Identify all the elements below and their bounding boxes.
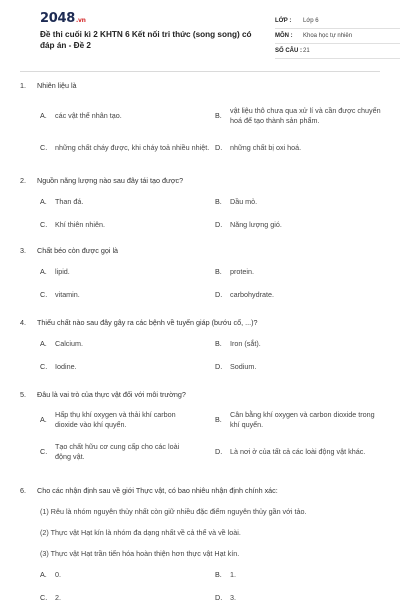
- option-d[interactable]: [215, 593, 390, 600]
- option-text: protein.: [230, 267, 254, 276]
- option-text: 0.: [55, 570, 61, 579]
- option-text: Dầu mỏ.: [230, 197, 258, 206]
- meta-row-question-count: [275, 44, 400, 59]
- option-letter: C.: [40, 143, 48, 152]
- option-d[interactable]: [215, 441, 390, 463]
- option-letter: D.: [215, 362, 223, 371]
- option-b[interactable]: [215, 197, 390, 207]
- option-letter: A.: [40, 111, 47, 120]
- option-letter: D.: [215, 143, 223, 152]
- option-d[interactable]: [215, 138, 390, 158]
- option-b[interactable]: [215, 267, 390, 277]
- option-c[interactable]: [40, 593, 215, 600]
- option-text: Sodium.: [230, 362, 257, 371]
- question-text: Cho các nhận định sau về giới Thực vật, có bao nhiêu nhận định chính xác:: [37, 486, 278, 495]
- option-text: Khí thiên nhiên.: [55, 220, 105, 229]
- question-number: 4.: [20, 318, 26, 327]
- option-text: những chất bị oxi hoá.: [230, 143, 302, 152]
- option-letter: B.: [215, 111, 222, 120]
- option-c[interactable]: [40, 441, 215, 463]
- option-letter: C.: [40, 362, 48, 371]
- option-d[interactable]: [215, 290, 390, 300]
- option-c[interactable]: [40, 290, 215, 300]
- option-b[interactable]: [215, 339, 390, 349]
- option-letter: D.: [215, 220, 223, 229]
- option-text: Iodine.: [55, 362, 77, 371]
- option-text: Hấp thụ khí oxygen và thải khí carbon dioxide vào khí quyển.: [55, 410, 176, 429]
- option-a[interactable]: [40, 570, 215, 580]
- statement-3: (3) Thực vật Hạt trần tiến hóa hoàn thiện hơn thực vật Hạt kín.: [40, 549, 240, 558]
- question-1: [20, 81, 380, 158]
- option-letter: A.: [40, 570, 47, 579]
- meta-row-class: [275, 14, 400, 29]
- option-text: Than đá.: [55, 197, 84, 206]
- site-logo[interactable]: [40, 11, 86, 26]
- option-letter: C.: [40, 290, 48, 299]
- option-letter: C.: [40, 593, 48, 600]
- option-letter: A.: [40, 267, 47, 276]
- option-text: 2.: [55, 593, 61, 600]
- logo-tld: .vn: [75, 17, 86, 24]
- statement-1: (1) Rêu là nhóm nguyên thủy nhất còn giữ nhiều đặc điểm nguyên thủy gần với tảo.: [40, 507, 307, 516]
- option-text: những chất cháy được, khi cháy toả nhiều nhiệt.: [55, 143, 210, 152]
- option-text: Cân bằng khí oxygen và carbon dioxide trong khí quyển.: [230, 410, 375, 429]
- option-letter: B.: [215, 339, 222, 348]
- option-a[interactable]: [40, 339, 215, 349]
- option-text: vitamin.: [55, 290, 80, 299]
- meta-row-subject: [275, 29, 400, 44]
- meta-value: Khoa học tự nhiên: [303, 33, 353, 39]
- option-c[interactable]: [40, 138, 215, 158]
- question-text: Đâu là vai trò của thực vật đối với môi trường?: [37, 390, 186, 399]
- question-number: 1.: [20, 81, 26, 90]
- document-title: Đề thi cuối kì 2 KHTN 6 Kết nối tri thức (song song) có đáp án - Đề 2: [40, 30, 252, 50]
- option-d[interactable]: [215, 220, 390, 230]
- page-header: [20, 0, 380, 70]
- option-letter: A.: [40, 415, 47, 424]
- option-text: Calcium.: [55, 339, 83, 348]
- question-number: 2.: [20, 176, 26, 185]
- option-text: Iron (sắt).: [230, 339, 261, 348]
- meta-key: LỚP :: [275, 18, 292, 24]
- option-letter: B.: [215, 197, 222, 206]
- option-letter: B.: [215, 415, 222, 424]
- option-text: Năng lượng gió.: [230, 220, 282, 229]
- option-a[interactable]: [40, 267, 215, 277]
- question-text: Chất béo còn được gọi là: [37, 246, 119, 255]
- option-letter: A.: [40, 197, 47, 206]
- meta-value: Lớp 6: [303, 18, 319, 24]
- option-letter: B.: [215, 570, 222, 579]
- question-2: [20, 176, 380, 230]
- question-text: Nhiên liệu là: [37, 81, 77, 90]
- option-text: vật liệu thô chưa qua xử lí và cần được chuyển hoá để tạo thành sản phẩm.: [230, 106, 381, 125]
- question-text: Nguồn năng lượng nào sau đây tái tạo được?: [37, 176, 184, 185]
- meta-value: 21: [303, 48, 310, 54]
- meta-key: MÔN :: [275, 33, 293, 39]
- question-number: 3.: [20, 246, 26, 255]
- option-letter: D.: [215, 447, 223, 456]
- logo-text: 2048: [40, 11, 75, 26]
- option-text: carbohydrate.: [230, 290, 274, 299]
- exam-meta: [275, 14, 400, 59]
- question-4: [20, 318, 380, 372]
- question-6: [20, 486, 380, 600]
- option-letter: D.: [215, 593, 223, 600]
- option-c[interactable]: [40, 220, 215, 230]
- option-text: Tạo chất hữu cơ cung cấp cho các loài động vật.: [55, 442, 180, 461]
- option-a[interactable]: [40, 197, 215, 207]
- question-number: 5.: [20, 390, 26, 399]
- option-letter: C.: [40, 220, 48, 229]
- option-letter: A.: [40, 339, 47, 348]
- option-a[interactable]: [40, 409, 215, 431]
- question-3: [20, 246, 380, 300]
- meta-key: SỐ CÂU :: [275, 48, 302, 54]
- option-text: các vật thể nhân tạo.: [55, 111, 122, 120]
- option-b[interactable]: [215, 570, 390, 580]
- question-number: 6.: [20, 486, 26, 495]
- header-divider: [20, 71, 380, 72]
- option-text: 1.: [230, 570, 236, 579]
- option-a[interactable]: [40, 106, 215, 126]
- option-letter: C.: [40, 447, 48, 456]
- statement-2: (2) Thực vật Hạt kín là nhóm đa dạng nhất về cả thể và về loài.: [40, 528, 241, 537]
- option-text: Là nơi ở của tất cả các loài động vật khác.: [230, 447, 366, 456]
- option-b[interactable]: [215, 409, 390, 431]
- option-text: 3.: [230, 593, 236, 600]
- option-letter: D.: [215, 290, 223, 299]
- option-d[interactable]: [215, 362, 390, 372]
- question-5: [20, 390, 380, 463]
- option-text: lipid.: [55, 267, 70, 276]
- option-b[interactable]: [215, 106, 390, 126]
- question-text: Thiếu chất nào sau đây gây ra các bệnh về tuyến giáp (bướu cổ, ...)?: [37, 318, 258, 327]
- option-c[interactable]: [40, 362, 215, 372]
- option-letter: B.: [215, 267, 222, 276]
